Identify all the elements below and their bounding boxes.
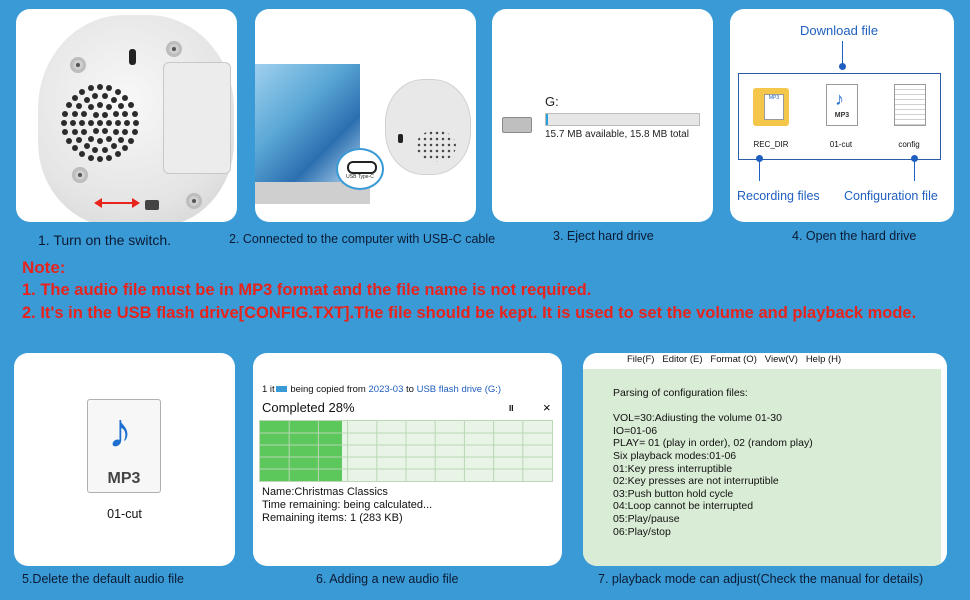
screw-icon xyxy=(186,193,202,209)
step2-caption: 2. Connected to the computer with USB-C cable xyxy=(229,232,496,246)
mp3-file-icon: ♪ MP3 xyxy=(87,399,161,493)
recording-files-label: Recording files xyxy=(737,189,820,203)
folder-mp3-badge: MP3 xyxy=(768,95,780,101)
usb-c-icon xyxy=(347,161,377,174)
file-name: 01-cut xyxy=(829,140,853,149)
step1-panel xyxy=(16,9,237,222)
config-line: 02:Key presses are not interruptible xyxy=(613,475,779,488)
step6-caption: 6. Adding a new audio file xyxy=(316,572,459,586)
completed-text: Completed 28% xyxy=(262,400,355,415)
config-line: Parsing of configuration files: xyxy=(613,387,748,399)
menu-editor[interactable]: Editor (E) xyxy=(662,354,703,365)
folder-icon xyxy=(753,88,789,126)
step2-panel xyxy=(255,9,476,222)
screw-icon xyxy=(72,167,88,183)
config-line xyxy=(613,400,813,413)
copy-source-link[interactable]: 2023-03 xyxy=(368,384,404,395)
usb-c-badge xyxy=(336,148,384,190)
copy-items: Remaining items: 1 (283 KB) xyxy=(262,512,403,524)
menu-file[interactable]: File(F) xyxy=(627,354,655,365)
note-line-2: 2. It's in the USB flash drive[CONFIG.TXT].The file should be kept. It is used to set the volume and playback mode. xyxy=(22,304,917,322)
mp3-badge: MP3 xyxy=(834,112,850,119)
file-name: config xyxy=(898,140,920,149)
configuration-file-label: Configuration file xyxy=(844,189,938,203)
file-item-01-cut[interactable] xyxy=(809,74,874,159)
menu-format[interactable]: Format (O) xyxy=(710,354,757,365)
copy-time: Time remaining: being calculated... xyxy=(262,499,433,511)
config-line: VOL=30:Adiusting the volume 01-30 xyxy=(613,412,782,425)
pause-button[interactable]: II xyxy=(509,404,514,413)
menu-help[interactable]: Help (H) xyxy=(805,354,842,365)
battery-cover xyxy=(163,62,231,174)
config-line: IO=01-06 xyxy=(613,424,658,437)
step7-panel xyxy=(583,353,947,566)
usb-c-label: USB Type-C xyxy=(346,174,374,180)
copy-progress-graph xyxy=(259,420,553,482)
text-file-icon xyxy=(894,84,926,126)
file-name: 01-cut xyxy=(107,507,142,521)
file-name: REC_DIR xyxy=(753,140,789,149)
usb-port xyxy=(129,49,136,65)
copy-name: Name:Christmas Classics xyxy=(262,486,388,498)
close-button[interactable]: × xyxy=(543,400,551,415)
menu-view[interactable]: View(V) xyxy=(764,354,798,365)
step4-panel xyxy=(730,9,954,222)
copy-mid: being copied from xyxy=(290,384,366,395)
file-item-rec-dir[interactable] xyxy=(739,74,804,159)
switch-arrow-icon xyxy=(94,196,140,210)
note-line-1: 1. The audio file must be in MP3 format and the file name is not required. xyxy=(22,281,592,299)
note-heading: Note: xyxy=(22,258,66,277)
step5-panel xyxy=(14,353,235,566)
download-file-label: Download file xyxy=(800,23,879,38)
config-line: Six playback modes:01-06 xyxy=(613,449,737,462)
config-line: 03:Push button hold cycle xyxy=(613,487,734,500)
device-image xyxy=(385,79,471,175)
copy-prefix: 1 it xyxy=(262,384,275,395)
drive-usage-bar xyxy=(545,113,700,126)
drive-icon xyxy=(502,117,532,133)
config-line: PLAY= 01 (play in order), 02 (random play) xyxy=(613,437,813,450)
step3-caption: 3. Eject hard drive xyxy=(553,229,654,243)
device-back-image xyxy=(38,15,234,222)
drive-space-text: 15.7 MB available, 15.8 MB total xyxy=(545,129,689,140)
step3-panel xyxy=(492,9,713,222)
copy-status-line xyxy=(262,384,501,395)
step7-caption: 7. playback mode can adjust(Check the manual for details) xyxy=(598,572,924,586)
drive-letter: G: xyxy=(545,94,559,109)
screw-icon xyxy=(70,57,86,73)
step1-caption: 1. Turn on the switch. xyxy=(38,232,172,248)
config-line: 05:Play/pause xyxy=(613,512,680,525)
step6-panel xyxy=(253,353,562,566)
config-line: 01:Key press interruptible xyxy=(613,462,733,475)
screw-icon xyxy=(166,41,182,57)
config-lines xyxy=(613,387,813,538)
step5-caption: 5.Delete the default audio file xyxy=(22,572,184,586)
menu-bar xyxy=(627,354,841,365)
copy-to-word: to xyxy=(406,384,414,395)
step4-caption: 4. Open the hard drive xyxy=(792,229,917,243)
config-line: 04:Loop cannot be interrupted xyxy=(613,500,754,513)
file-explorer-view xyxy=(738,73,941,160)
copy-destination-link[interactable]: USB flash drive (G:) xyxy=(416,384,502,395)
file-item-config[interactable] xyxy=(879,74,939,159)
config-text-area[interactable] xyxy=(583,369,941,566)
power-switch[interactable] xyxy=(145,200,159,210)
mp3-file-icon: ♪ MP3 xyxy=(826,84,858,126)
mp3-badge: MP3 xyxy=(107,470,141,487)
config-line: 06:Play/stop xyxy=(613,525,671,538)
